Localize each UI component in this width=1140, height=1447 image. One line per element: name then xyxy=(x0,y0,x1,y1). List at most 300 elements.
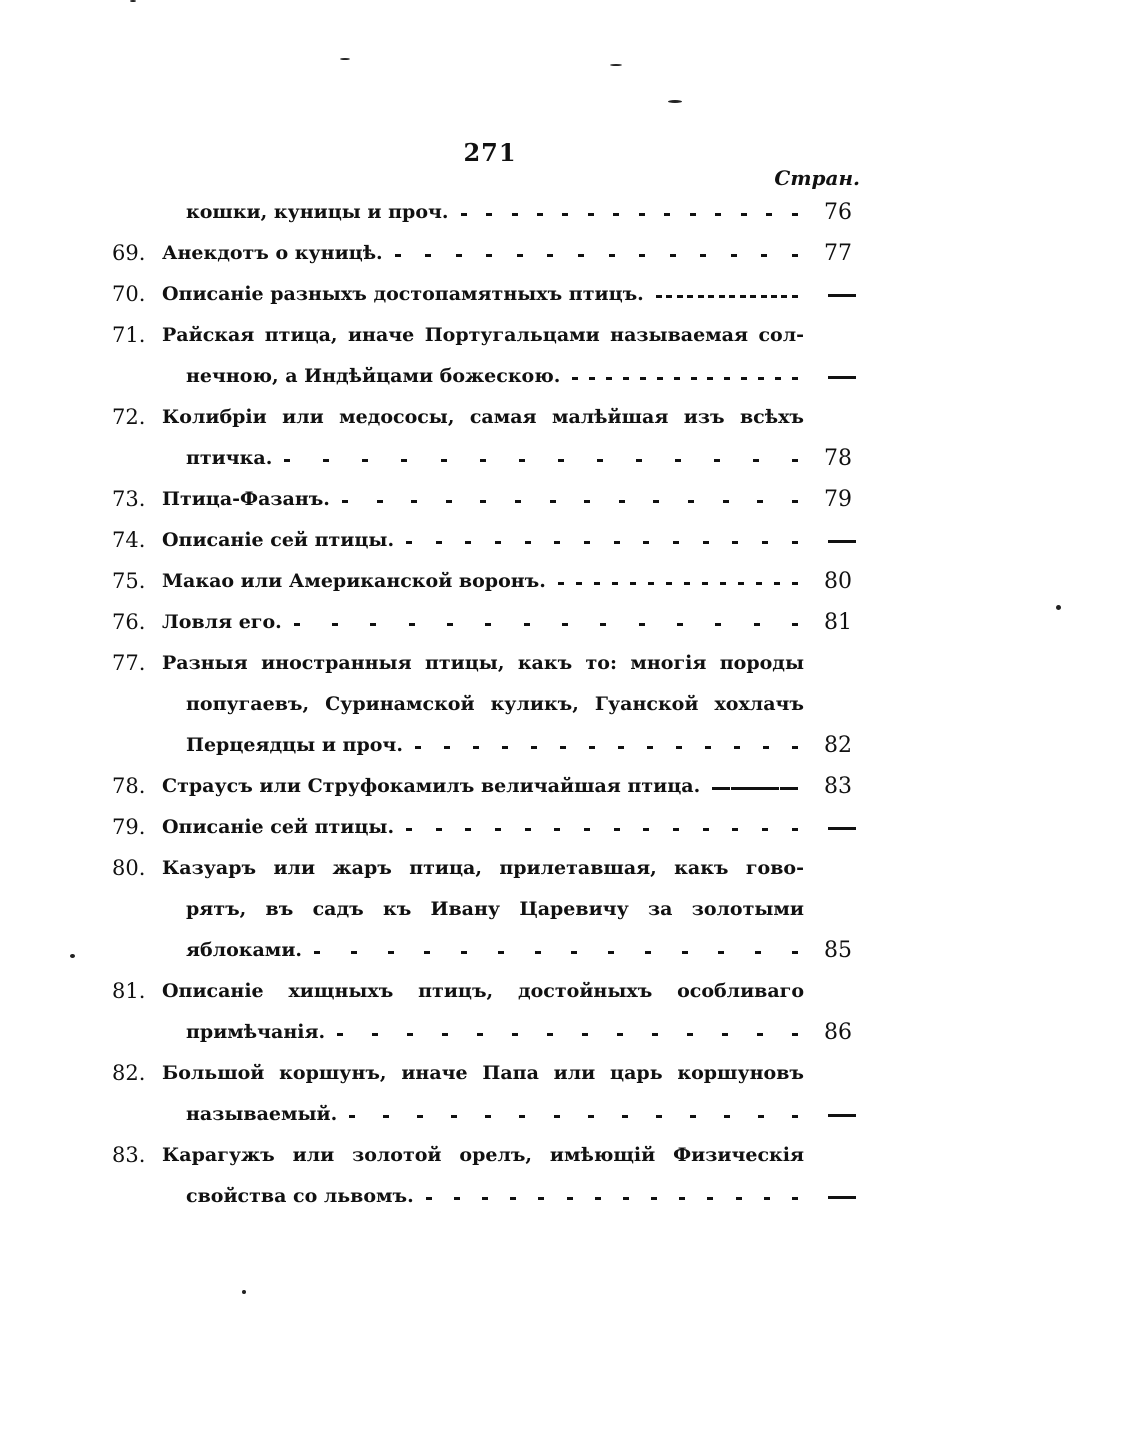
entry-title: Райская птица, иначе Португальцами называемая сол- xyxy=(162,324,804,346)
dot-leader xyxy=(656,274,804,315)
leader-dash xyxy=(718,951,724,954)
toc-line xyxy=(112,561,864,602)
dot-leader xyxy=(284,438,804,479)
toc-line xyxy=(112,807,864,848)
leader-dash xyxy=(589,746,595,749)
leader-dash xyxy=(675,459,681,462)
leader-dash xyxy=(554,541,560,544)
leader-dash xyxy=(677,295,683,298)
entry-title: Птица-Фазанъ. xyxy=(162,488,330,510)
scan-speck xyxy=(242,1290,246,1294)
leader-dash xyxy=(762,828,768,831)
toc-line xyxy=(112,930,864,971)
entry-text-with-leader xyxy=(186,356,804,397)
entry-title: Макао или Американской воронъ. xyxy=(162,570,546,592)
entry-title: Большой коршунъ, иначе Папа или царь коршуновъ xyxy=(162,1062,804,1084)
leader-dash xyxy=(773,787,779,790)
scan-speck xyxy=(610,64,622,66)
entry-number: 78. xyxy=(112,774,146,798)
leader-dash xyxy=(550,500,556,503)
dot-leader xyxy=(406,807,804,848)
leader-dash xyxy=(407,1033,413,1036)
leader-dash xyxy=(383,1115,389,1118)
leader-dash xyxy=(792,213,798,216)
leader-dash xyxy=(666,295,672,298)
leader-dash xyxy=(547,1033,553,1036)
leader-dash xyxy=(757,1033,763,1036)
leader-dash xyxy=(406,828,412,831)
leader-dash xyxy=(562,213,568,216)
dot-leader xyxy=(314,930,804,971)
leader-dash xyxy=(351,951,357,954)
leader-dash xyxy=(623,377,629,380)
leader-dash xyxy=(718,787,724,790)
entry-title: рятъ, въ садъ къ Ивану Царевичу за золотыми xyxy=(186,898,804,920)
entry-title: Описаніе сей птицы. xyxy=(162,816,395,838)
entry-text-with-leader xyxy=(186,930,804,971)
entry-number: 74. xyxy=(112,528,146,552)
leader-dash xyxy=(648,582,654,585)
leader-dash xyxy=(617,1033,623,1036)
leader-dash xyxy=(372,1033,378,1036)
leader-dash xyxy=(743,787,749,790)
toc-line xyxy=(112,848,864,889)
leader-dash xyxy=(613,213,619,216)
entry-text-with-leader xyxy=(162,479,804,520)
leader-dash xyxy=(715,623,721,626)
toc-line xyxy=(112,684,864,725)
leader-dash xyxy=(708,295,714,298)
leader-dash xyxy=(623,1197,629,1200)
toc-line xyxy=(112,643,864,684)
leader-dash xyxy=(401,459,407,462)
toc-line xyxy=(112,766,864,807)
entry-title: Перцеядцы и проч. xyxy=(186,734,403,756)
leader-dash xyxy=(461,213,467,216)
leader-dash xyxy=(757,500,763,503)
leader-dash xyxy=(600,623,606,626)
dot-leader xyxy=(294,602,804,643)
leader-dash xyxy=(792,459,798,462)
page-reference: 81 xyxy=(824,610,852,635)
leader-dash xyxy=(792,828,798,831)
page-reference: 80 xyxy=(824,569,852,594)
leader-dash xyxy=(424,951,430,954)
leader-dash xyxy=(653,500,659,503)
leader-dash xyxy=(679,1197,685,1200)
leader-dash xyxy=(687,295,693,298)
leader-dash xyxy=(674,377,680,380)
leader-dash xyxy=(703,541,709,544)
leader-dash xyxy=(715,213,721,216)
entry-number: 77. xyxy=(112,651,146,675)
leader-dash xyxy=(666,582,672,585)
leader-dash xyxy=(567,1197,573,1200)
leader-dash xyxy=(771,295,777,298)
leader-dash xyxy=(554,828,560,831)
entry-title: нечною, а Индѣйцами божескою. xyxy=(186,365,561,387)
leader-dash xyxy=(652,1033,658,1036)
page-ref-ditto-dash xyxy=(828,376,856,379)
leader-dash xyxy=(584,828,590,831)
leader-dash xyxy=(720,582,726,585)
toc-line xyxy=(112,438,864,479)
leader-dash xyxy=(792,951,798,954)
leader-dash xyxy=(612,582,618,585)
leader-dash xyxy=(737,787,743,790)
page-ref-ditto-dash xyxy=(828,827,856,830)
entry-title: Колибріи или медососы, самая малѣйшая изъ всѣхъ xyxy=(162,406,804,428)
leader-dash xyxy=(736,1197,742,1200)
leader-dash xyxy=(537,213,543,216)
entry-number: 83. xyxy=(112,1143,146,1167)
leader-dash xyxy=(731,787,737,790)
leader-dash xyxy=(755,951,761,954)
toc-line xyxy=(112,274,864,315)
leader-dash xyxy=(480,500,486,503)
leader-dash xyxy=(775,377,781,380)
leader-dash xyxy=(582,1033,588,1036)
leader-dash xyxy=(732,828,738,831)
leader-dash xyxy=(485,1115,491,1118)
scan-speck xyxy=(340,58,350,60)
entry-title: попугаевъ, Суринамской куликъ, Гуанской хохлачъ xyxy=(186,693,804,715)
scan-speck xyxy=(668,100,682,103)
leader-dash xyxy=(673,541,679,544)
dot-leader xyxy=(558,561,804,602)
toc-line xyxy=(112,315,864,356)
leader-dash xyxy=(622,1115,628,1118)
leader-dash xyxy=(486,254,492,257)
entry-title: Разныя иностранныя птицы, какъ то: многія породы xyxy=(162,652,804,674)
leader-dash xyxy=(323,459,329,462)
toc-line xyxy=(112,233,864,274)
leader-dash xyxy=(571,951,577,954)
leader-dash xyxy=(377,500,383,503)
leader-dash xyxy=(677,623,683,626)
entry-title: Описаніе разныхъ достопамятныхъ птицъ. xyxy=(162,283,644,305)
entry-title: Казуаръ или жаръ птица, прилетавшая, какъ гово- xyxy=(162,857,804,879)
leader-dash xyxy=(640,377,646,380)
leader-dash xyxy=(761,254,767,257)
leader-dash xyxy=(554,1115,560,1118)
scan-speck xyxy=(1056,605,1061,610)
leader-dash xyxy=(687,1033,693,1036)
toc-line xyxy=(112,1135,864,1176)
page-reference: 85 xyxy=(824,938,852,963)
leader-dash xyxy=(722,1033,728,1036)
leader-dash xyxy=(362,459,368,462)
page-reference: 76 xyxy=(824,200,852,225)
entry-title: называемый. xyxy=(186,1103,338,1125)
entry-number: 75. xyxy=(112,569,146,593)
scan-speck xyxy=(130,0,136,2)
leader-dash xyxy=(576,582,582,585)
leader-dash xyxy=(562,623,568,626)
page-reference: 86 xyxy=(824,1020,852,1045)
leader-dash xyxy=(792,1033,798,1036)
leader-dash xyxy=(332,623,338,626)
leader-dash xyxy=(645,951,651,954)
entry-text-with-leader xyxy=(186,192,804,233)
leader-dash xyxy=(608,951,614,954)
entry-title: Анекдотъ о куницѣ. xyxy=(162,242,383,264)
leader-dash xyxy=(688,500,694,503)
entry-text-with-leader xyxy=(162,233,804,274)
leader-dash xyxy=(498,951,504,954)
leader-dash xyxy=(714,459,720,462)
toc-line xyxy=(112,479,864,520)
entry-title: птичка. xyxy=(186,447,273,469)
entry-title: Описаніе сей птицы. xyxy=(162,529,395,551)
leader-dash xyxy=(724,377,730,380)
toc-line xyxy=(112,1012,864,1053)
leader-dash xyxy=(538,1197,544,1200)
dot-leader xyxy=(406,520,804,561)
entry-number: 76. xyxy=(112,610,146,634)
leader-dash xyxy=(738,582,744,585)
leader-dash xyxy=(690,213,696,216)
leader-dash xyxy=(707,377,713,380)
entry-title: Карагужъ или золотой орелъ, имѣющій Физическія xyxy=(162,1144,804,1166)
leader-dash xyxy=(510,1197,516,1200)
entry-number: 69. xyxy=(112,241,146,265)
leader-dash xyxy=(719,295,725,298)
leader-dash xyxy=(558,459,564,462)
leader-dash xyxy=(572,377,578,380)
leader-dash xyxy=(519,1115,525,1118)
leader-dash xyxy=(495,828,501,831)
leader-dash xyxy=(698,295,704,298)
entry-title: кошки, куницы и проч. xyxy=(186,201,449,223)
leader-dash xyxy=(639,623,645,626)
page-number: 271 xyxy=(463,138,517,167)
page-ref-ditto-dash xyxy=(828,294,856,297)
entry-number: 71. xyxy=(112,323,146,347)
entry-number: 79. xyxy=(112,815,146,839)
leader-dash xyxy=(734,746,740,749)
leader-dash xyxy=(446,500,452,503)
leader-dash xyxy=(547,254,553,257)
leader-dash xyxy=(792,746,798,749)
leader-dash xyxy=(705,746,711,749)
leader-dash xyxy=(417,1115,423,1118)
leader-dash xyxy=(792,582,798,585)
entry-number: 81. xyxy=(112,979,146,1003)
toc-line xyxy=(112,1053,864,1094)
leader-dash xyxy=(584,541,590,544)
leader-dash xyxy=(753,459,759,462)
leader-dash xyxy=(786,787,792,790)
page-column-header: Стран. xyxy=(774,166,860,190)
toc-line xyxy=(112,1094,864,1135)
leader-dash xyxy=(731,254,737,257)
leader-dash xyxy=(766,213,772,216)
leader-dash xyxy=(524,623,530,626)
leader-dash xyxy=(756,582,762,585)
leader-dash xyxy=(477,1033,483,1036)
leader-dash xyxy=(792,1115,798,1118)
leader-dash xyxy=(702,582,708,585)
entry-title: Ловля его. xyxy=(162,611,282,633)
leader-dash xyxy=(639,254,645,257)
leader-dash xyxy=(643,828,649,831)
entry-text-with-leader xyxy=(162,807,804,848)
leader-dash xyxy=(495,541,501,544)
scan-speck xyxy=(70,954,75,958)
toc-line xyxy=(112,356,864,397)
leader-dash xyxy=(442,1033,448,1036)
leader-dash xyxy=(754,623,760,626)
leader-dash xyxy=(595,1197,601,1200)
leader-dash xyxy=(578,254,584,257)
leader-dash xyxy=(724,787,730,790)
leader-dash xyxy=(703,828,709,831)
toc-line xyxy=(112,192,864,233)
leader-dash xyxy=(780,787,786,790)
leader-dash xyxy=(700,254,706,257)
entry-title: яблоками. xyxy=(186,939,303,961)
entry-text-with-leader xyxy=(186,1094,804,1135)
entry-text-with-leader xyxy=(162,561,804,602)
entry-title: Страусъ или Струфокамилъ величайшая птица. xyxy=(162,775,701,797)
toc-line xyxy=(112,1176,864,1217)
page-ref-ditto-dash xyxy=(828,1114,856,1117)
leader-dash xyxy=(370,623,376,626)
leader-dash xyxy=(486,213,492,216)
entry-title: Описаніе хищныхъ птицъ, достойныхъ особливаго xyxy=(162,980,804,1002)
toc-line xyxy=(112,889,864,930)
leader-dash xyxy=(337,1033,343,1036)
leader-dash xyxy=(761,787,767,790)
leader-dash xyxy=(588,213,594,216)
entry-text-with-leader xyxy=(186,438,804,479)
leader-dash xyxy=(447,623,453,626)
leader-dash xyxy=(415,746,421,749)
leader-dash xyxy=(426,1197,432,1200)
dot-leader xyxy=(395,233,804,274)
dot-leader xyxy=(572,356,804,397)
leader-dash xyxy=(630,582,636,585)
leader-dash xyxy=(294,623,300,626)
leader-dash xyxy=(774,582,780,585)
entry-text-with-leader xyxy=(186,1176,804,1217)
leader-dash xyxy=(729,295,735,298)
leader-dash xyxy=(406,541,412,544)
leader-dash xyxy=(691,377,697,380)
leader-dash xyxy=(664,213,670,216)
leader-dash xyxy=(651,1197,657,1200)
leader-dash xyxy=(758,1115,764,1118)
leader-dash xyxy=(792,1197,798,1200)
leader-dash xyxy=(781,295,787,298)
leader-dash xyxy=(643,541,649,544)
leader-dash xyxy=(456,254,462,257)
entry-number: 70. xyxy=(112,282,146,306)
dot-leader xyxy=(426,1176,804,1217)
entry-text-with-leader xyxy=(162,602,804,643)
entry-text-with-leader xyxy=(162,520,804,561)
leader-dash xyxy=(609,254,615,257)
leader-dash xyxy=(684,582,690,585)
leader-dash xyxy=(560,746,566,749)
leader-dash xyxy=(676,746,682,749)
leader-dash xyxy=(618,746,624,749)
leader-dash xyxy=(647,746,653,749)
leader-dash xyxy=(670,254,676,257)
leader-dash xyxy=(480,459,486,462)
leader-dash xyxy=(732,541,738,544)
leader-dash xyxy=(465,828,471,831)
leader-dash xyxy=(597,459,603,462)
leader-dash xyxy=(395,254,401,257)
toc-line xyxy=(112,602,864,643)
leader-dash xyxy=(656,295,662,298)
leader-dash xyxy=(792,541,798,544)
leader-dash xyxy=(740,295,746,298)
dot-leader xyxy=(712,766,804,807)
entry-title: примѣчанія. xyxy=(186,1021,326,1043)
leader-dash xyxy=(411,500,417,503)
leader-dash xyxy=(525,828,531,831)
toc-line xyxy=(112,725,864,766)
dot-leader xyxy=(342,479,804,520)
leader-dash xyxy=(792,377,798,380)
page-ref-ditto-dash xyxy=(828,540,856,543)
leader-dash xyxy=(284,459,290,462)
toc-line xyxy=(112,971,864,1012)
leader-dash xyxy=(485,623,491,626)
page-ref-ditto-dash xyxy=(828,1196,856,1199)
leader-dash xyxy=(584,500,590,503)
leader-dash xyxy=(465,541,471,544)
leader-dash xyxy=(636,459,642,462)
leader-dash xyxy=(656,1115,662,1118)
dot-leader xyxy=(415,725,804,766)
leader-dash xyxy=(792,254,798,257)
leader-dash xyxy=(764,1197,770,1200)
toc-line xyxy=(112,397,864,438)
leader-dash xyxy=(558,582,564,585)
leader-dash xyxy=(517,254,523,257)
leader-dash xyxy=(792,295,798,298)
entry-text-with-leader xyxy=(186,1012,804,1053)
leader-dash xyxy=(502,746,508,749)
leader-dash xyxy=(657,377,663,380)
leader-dash xyxy=(349,1115,355,1118)
leader-dash xyxy=(314,951,320,954)
leader-dash xyxy=(712,787,718,790)
leader-dash xyxy=(444,746,450,749)
entry-number: 80. xyxy=(112,856,146,880)
leader-dash xyxy=(531,746,537,749)
leader-dash xyxy=(409,623,415,626)
dot-leader xyxy=(337,1012,804,1053)
leader-dash xyxy=(762,541,768,544)
entry-number: 72. xyxy=(112,405,146,429)
leader-dash xyxy=(512,1033,518,1036)
leader-dash xyxy=(767,787,773,790)
leader-dash xyxy=(682,951,688,954)
leader-dash xyxy=(519,459,525,462)
leader-dash xyxy=(619,500,625,503)
leader-dash xyxy=(525,541,531,544)
entry-title: свойства со львомъ. xyxy=(186,1185,414,1207)
page-reference: 82 xyxy=(824,733,852,758)
leader-dash xyxy=(436,541,442,544)
leader-dash xyxy=(614,828,620,831)
leader-dash xyxy=(763,746,769,749)
